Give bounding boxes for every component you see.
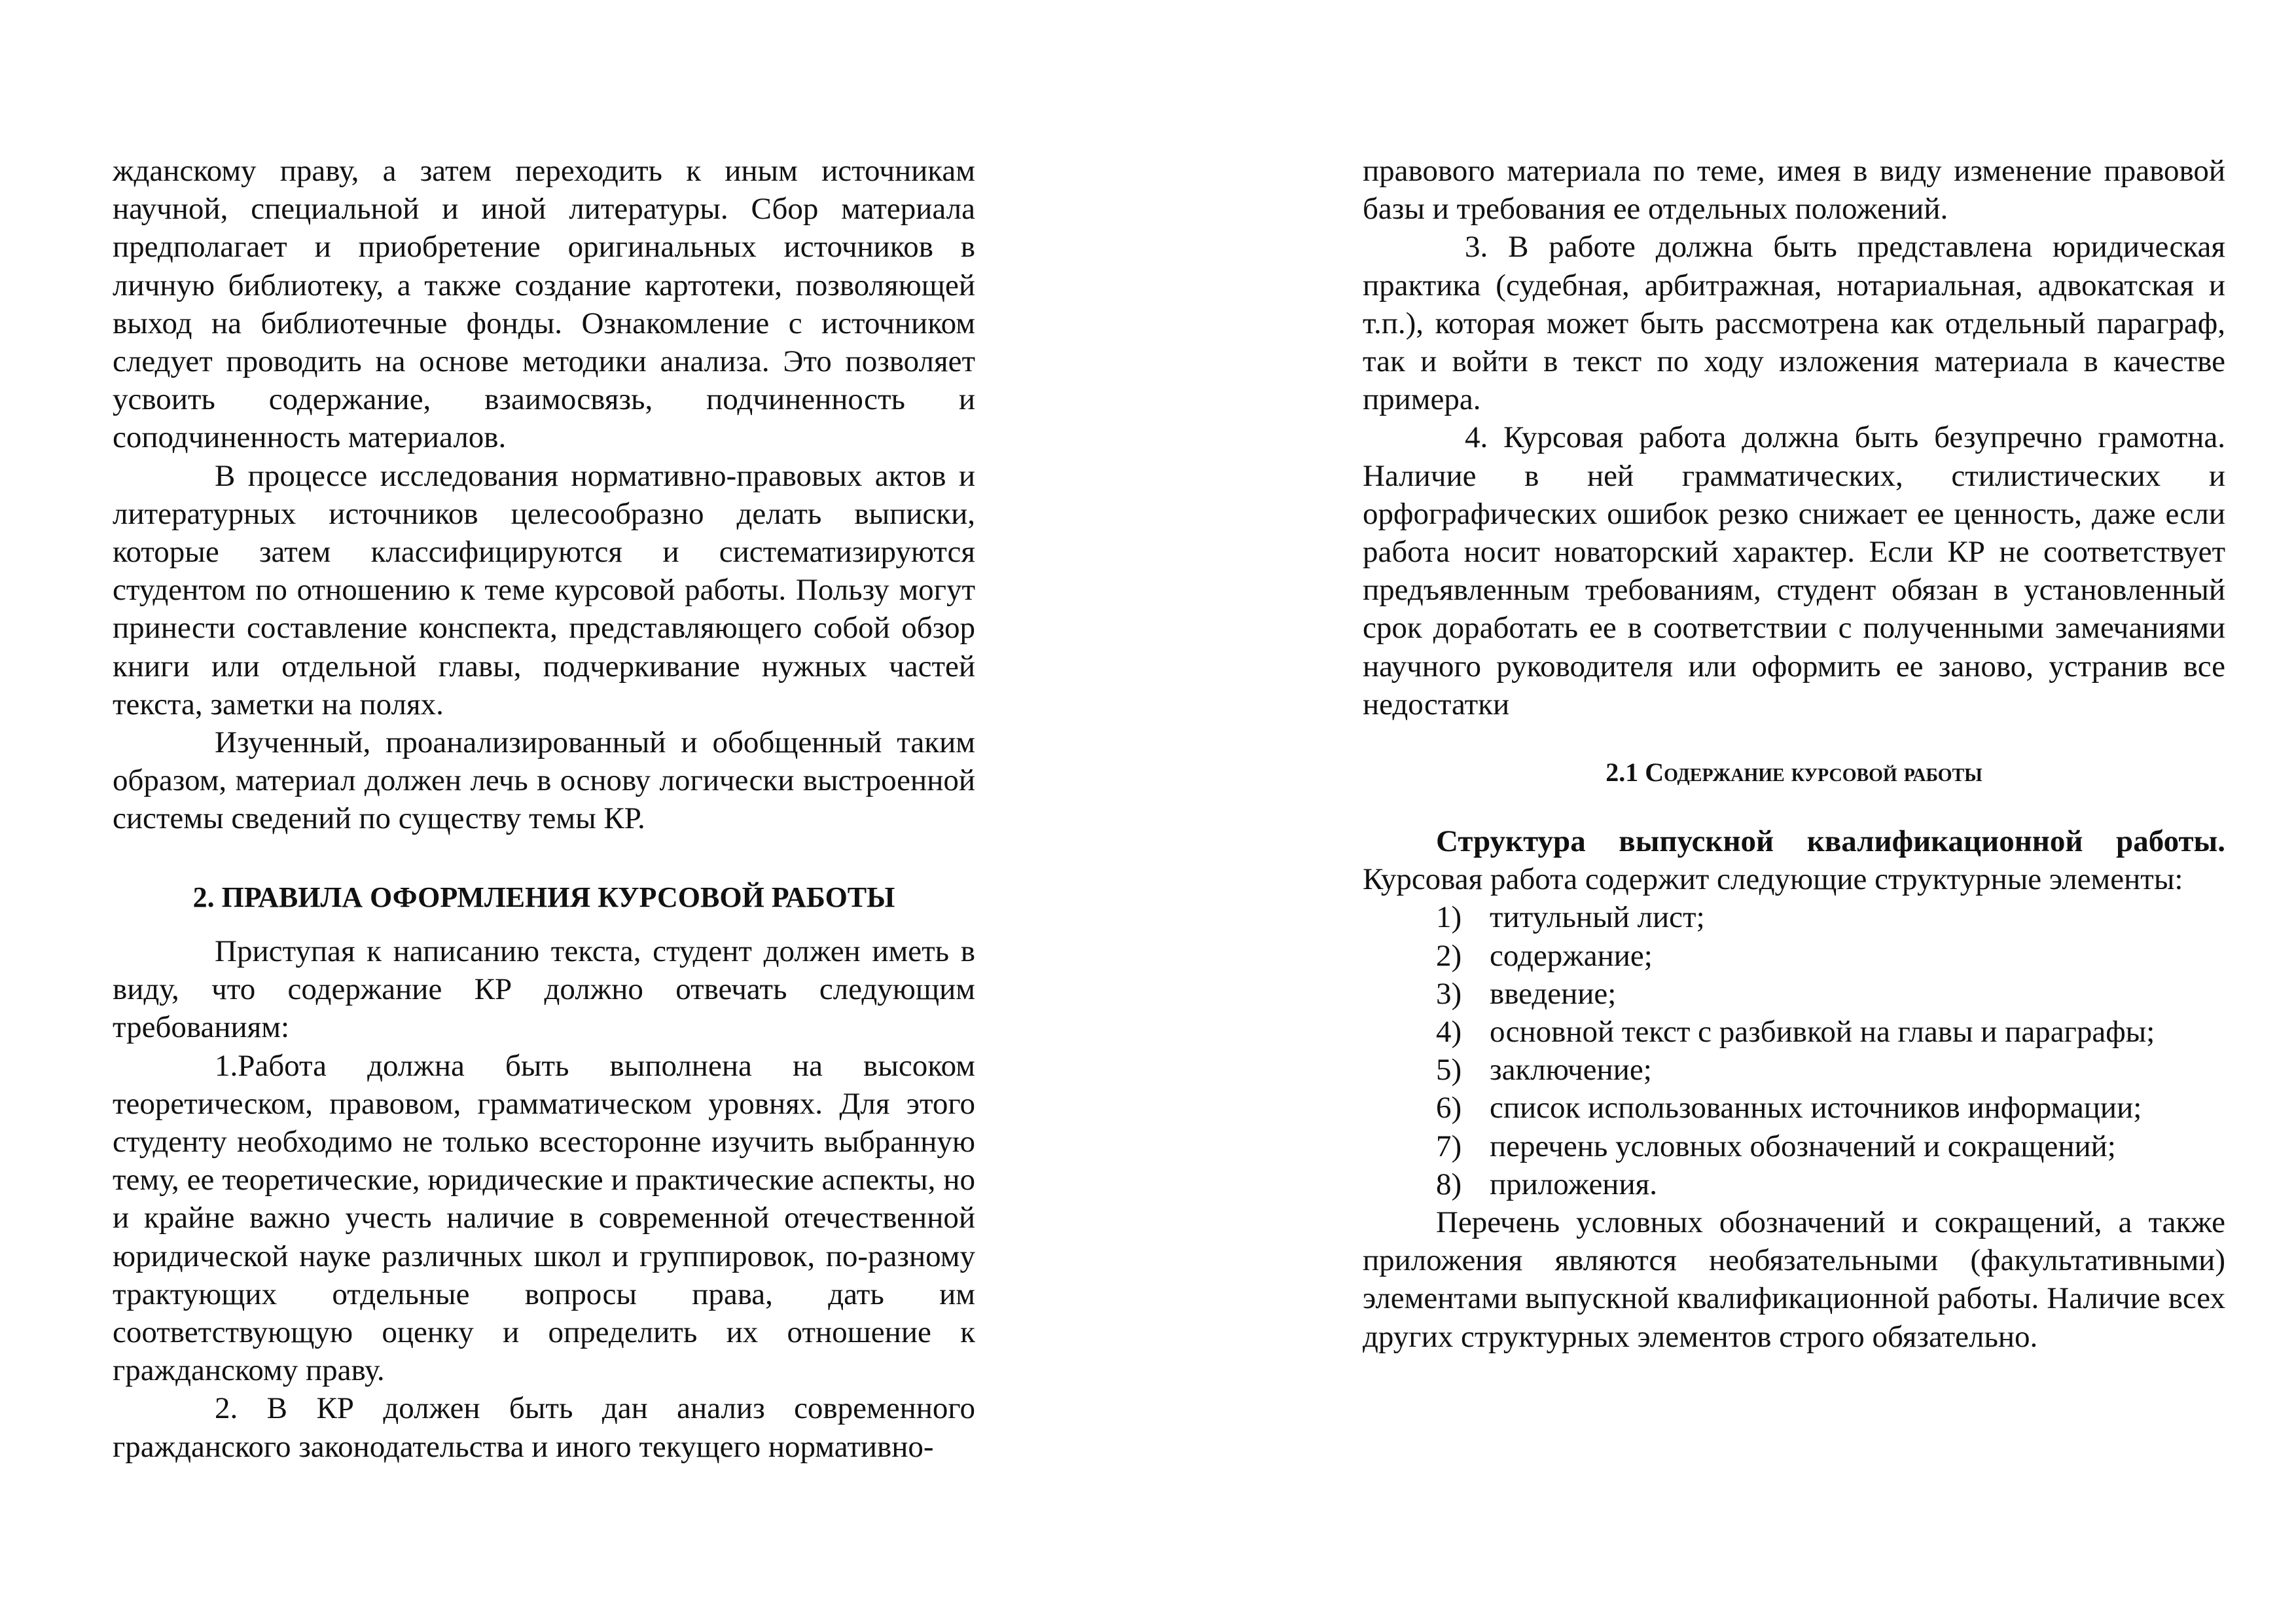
list-item-text: содержание; — [1490, 938, 1653, 973]
list-item — [1363, 1165, 2225, 1203]
left-page-body — [113, 152, 975, 838]
list-item-text: титульный лист; — [1490, 900, 1705, 935]
left-paragraph-3: Изученный, проанализированный и обобщенный таким образом, материал должен лечь в основу логически выстроенной системы сведений по существу темы КР. — [113, 725, 975, 836]
structure-list — [1363, 898, 2225, 1203]
list-item-number: 5) — [1436, 1053, 1462, 1087]
left-paragraph-2: В процессе исследования нормативно-правовых актов и литературных источников целесообразно делать выписки, которые затем классифицируются и систематизируются студентом по отношению к теме курсовой работы. Пользу могут принести составление конспекта, представляющего собой обзор книги или отдельной главы, подчеркивание нужных частей текста, заметки на полях. — [113, 458, 975, 721]
right-page-structure-section — [1363, 822, 2225, 1356]
list-item-number: 3) — [1436, 976, 1462, 1011]
subsection-heading-2-1 — [1363, 754, 2225, 792]
list-item-text: основной текст с разбивкой на главы и параграфы; — [1490, 1015, 2155, 1049]
list-item-text: перечень условных обозначений и сокращений; — [1490, 1129, 2116, 1163]
list-item-number: 8) — [1436, 1167, 1462, 1201]
structure-lead-bold: Структура выпускной квалификационной работы. — [1436, 824, 2225, 858]
list-item-text: введение; — [1490, 976, 1617, 1011]
right-paragraph-3: 4. Курсовая работа должна быть безупречно грамотна. Наличие в ней грамматических, стилистических и орфографических ошибок резко снижает ее ценность, даже если работа носит новаторский характер. Если КР не соответствует предъявленным требованиям, студент обязан в установленный срок доработать ее в соответствии с полученными замечаниями научного руководителя или оформить ее заново, устранив все недостатки — [1363, 420, 2225, 721]
left-paragraph-5: 1.Работа должна быть выполнена на высоком теоретическом, правовом, грамматическом уровнях. Для этого студенту необходимо не только всесторонне изучить выбранную тему, ее теоретические, юридические и практические аспекты, но и крайне важно учесть наличие в современной отечественной юридической науке различных школ и группировок, по-разному трактующих отдельные вопросы права, дать им соответствующую оценку и определить их отношение к гражданскому праву. — [113, 1048, 975, 1388]
subsection-heading-text: 2.1 Содержание курсовой работы — [1605, 757, 1982, 787]
right-paragraph-1: правового материала по теме, имея в виду изменение правовой базы и требования ее отдельных положений. — [1363, 154, 2225, 227]
right-page — [1363, 0, 2225, 1623]
list-item — [1363, 937, 2225, 975]
left-paragraph-6: 2. В КР должен быть дан анализ современного гражданского законодательства и иного текущего нормативно- — [113, 1391, 975, 1464]
list-item-text: список использованных источников информации; — [1490, 1091, 2142, 1125]
list-item-number: 7) — [1436, 1129, 1462, 1163]
list-item — [1363, 1089, 2225, 1127]
left-page — [113, 0, 975, 1623]
right-paragraph-final: Перечень условных обозначений и сокращений, а также приложения являются необязательными (факультативными) элементами выпускной квалификационной работы. Наличие всех других структурных элементов строго обязательно. — [1363, 1205, 2225, 1354]
left-paragraph-4: Приступая к написанию текста, студент должен иметь в виду, что содержание КР должно отвечать следующим требованиям: — [113, 934, 975, 1045]
list-item-text: заключение; — [1490, 1053, 1652, 1087]
right-page-body — [1363, 152, 2225, 723]
list-item-number: 2) — [1436, 938, 1462, 973]
list-item-number: 4) — [1436, 1015, 1462, 1049]
left-page-body-continued — [113, 932, 975, 1466]
list-item — [1363, 1127, 2225, 1165]
structure-lead-rest: Курсовая работа содержит следующие структурные элементы: — [1363, 862, 2183, 897]
structure-lead-paragraph — [1363, 822, 2225, 898]
section-heading-2: 2. ПРАВИЛА ОФОРМЛЕНИЯ КУРСОВОЙ РАБОТЫ — [192, 881, 895, 913]
list-item-number: 1) — [1436, 900, 1462, 935]
list-item — [1363, 1051, 2225, 1089]
list-item — [1363, 898, 2225, 936]
list-item — [1363, 1013, 2225, 1051]
list-item — [1363, 975, 2225, 1013]
right-paragraph-2: 3. В работе должна быть представлена юридическая практика (судебная, арбитражная, нотариальная, адвокатская и т.п.), которая может быть рассмотрена как отдельный параграф, так и войти в текст по ходу изложения материала в качестве примера. — [1363, 230, 2225, 417]
list-item-number: 6) — [1436, 1091, 1462, 1125]
list-item-text: приложения. — [1490, 1167, 1657, 1201]
left-paragraph-1: жданскому праву, а затем переходить к иным источникам научной, специальной и иной литературы. Сбор материала предполагает и приобретение оригинальных источников в личную библиотеку, а также создание картотеки, позволяющей выход на библиотечные фонды. Ознакомление с источником следует проводить на основе методики анализа. Это позволяет усвоить содержание, взаимосвязь, подчиненность и соподчиненность материалов. — [113, 154, 975, 455]
